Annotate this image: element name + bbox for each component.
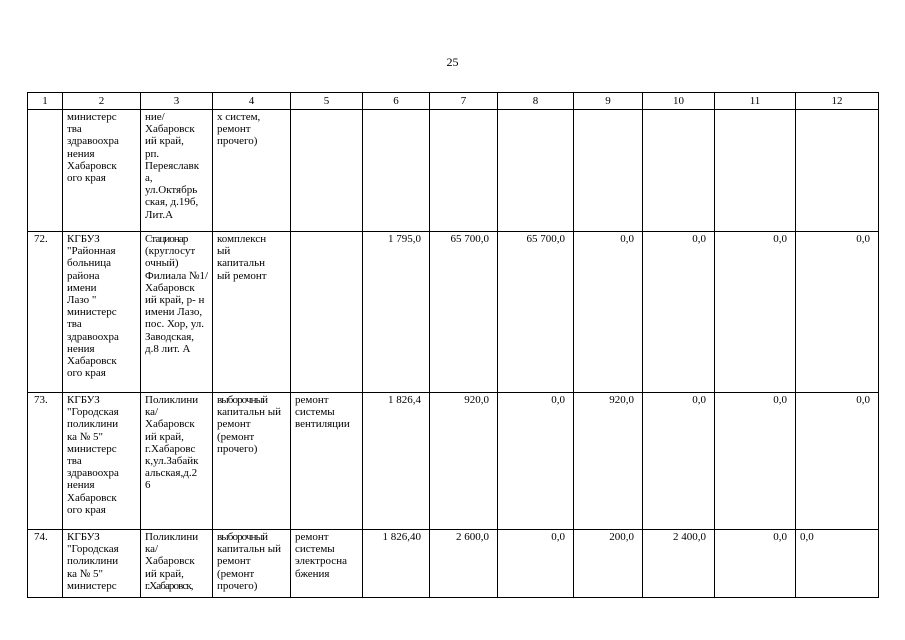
address-cell: ние/ Хабаровск ий край, рп. Переяславк а, ул.Октябрь ская, д.19б, Лит.А [141,110,213,232]
col-header-5: 5 [291,93,363,110]
value-cell-10 [643,110,715,232]
col-header-1: 1 [28,93,63,110]
column-number-row [28,93,879,110]
value-cell-11 [715,110,796,232]
table-row-72 [28,232,879,393]
value-cell-7: 2 600,0 [430,530,498,598]
repair-kind-cell [291,110,363,232]
col-header-8: 8 [498,93,574,110]
value-cell-11: 0,0 [715,232,796,393]
table-row-continued [28,110,879,232]
row-number: 74. [28,530,63,598]
work-type-cell [213,393,291,530]
col-header-6: 6 [363,93,430,110]
work-type-cell: х систем, ремонт прочего) [213,110,291,232]
value-cell-8: 0,0 [498,530,574,598]
table-row-74 [28,530,879,598]
address-cell [141,232,213,393]
row-number [28,110,63,232]
value-cell-7 [430,110,498,232]
value-cell-9 [574,110,643,232]
value-cell-12: 0,0 [796,530,879,598]
col-header-7: 7 [430,93,498,110]
value-cell-12 [796,110,879,232]
value-cell-10: 0,0 [643,232,715,393]
value-cell-8: 0,0 [498,393,574,530]
value-cell-6 [363,110,430,232]
table-row-73 [28,393,879,530]
address-cell [141,530,213,598]
work-type-first-line: выборочный [217,394,268,406]
value-cell-8: 65 700,0 [498,232,574,393]
col-header-12: 12 [796,93,879,110]
value-cell-9: 920,0 [574,393,643,530]
col-header-2: 2 [63,93,141,110]
value-cell-11: 0,0 [715,393,796,530]
address-last-line: г.Хабаровск, [145,579,193,592]
repair-kind-cell [291,232,363,393]
col-header-11: 11 [715,93,796,110]
organization-cell: КГБУЗ "Городская поликлини ка № 5" министерс тва здравоохра нения Хабаровск ого края [63,393,141,530]
organization-cell: КГБУЗ "Районная больница района имени Лазо " министерс тва здравоохра нения Хабаровск ого края [63,232,141,393]
page-number: 25 [446,55,459,69]
address-rest: Поликлини ка/ Хабаровск ий край, [145,531,199,580]
col-header-9: 9 [574,93,643,110]
organization-cell: КГБУЗ "Городская поликлини ка № 5" министерс [63,530,141,598]
value-cell-11: 0,0 [715,530,796,598]
value-cell-10: 0,0 [643,393,715,530]
value-cell-7: 920,0 [430,393,498,530]
value-cell-12: 0,0 [796,232,879,393]
address-first-line: Стационар [145,233,188,245]
organization-cell: министерс тва здравоохра нения Хабаровск ого края [63,110,141,232]
value-cell-9: 0,0 [574,232,643,393]
value-cell-6: 1 826,40 [363,530,430,598]
value-cell-8 [498,110,574,232]
value-cell-9: 200,0 [574,530,643,598]
row-number: 72. [28,232,63,393]
col-header-4: 4 [213,93,291,110]
work-type-cell: комплексн ый капитальн ый ремонт [213,232,291,393]
address-rest: (круглосут очный) Филиала №1/ Хабаровск ий край, р- н имени Лазо, пос. Хор, ул. Заводская, д.8 лит. А [145,245,209,355]
value-cell-6: 1 826,4 [363,393,430,530]
col-header-3: 3 [141,93,213,110]
repair-kind-cell: ремонт системы вентиляции [291,393,363,530]
value-cell-7: 65 700,0 [430,232,498,393]
row-number: 73. [28,393,63,530]
capital-repair-table [27,92,879,598]
col-header-10: 10 [643,93,715,110]
repair-kind-cell: ремонт системы электросна бжения [291,530,363,598]
value-cell-10: 2 400,0 [643,530,715,598]
work-type-first-line: выборочный [217,531,268,543]
address-cell: Поликлини ка/ Хабаровск ий край, г.Хабаровс к,ул.Забайк альская,д.2 6 [141,393,213,530]
value-cell-6: 1 795,0 [363,232,430,393]
work-type-cell [213,530,291,598]
value-cell-12: 0,0 [796,393,879,530]
work-type-rest: капитальн ый ремонт (ремонт прочего) [217,406,282,455]
work-type-rest: капитальн ый ремонт (ремонт прочего) [217,543,282,592]
